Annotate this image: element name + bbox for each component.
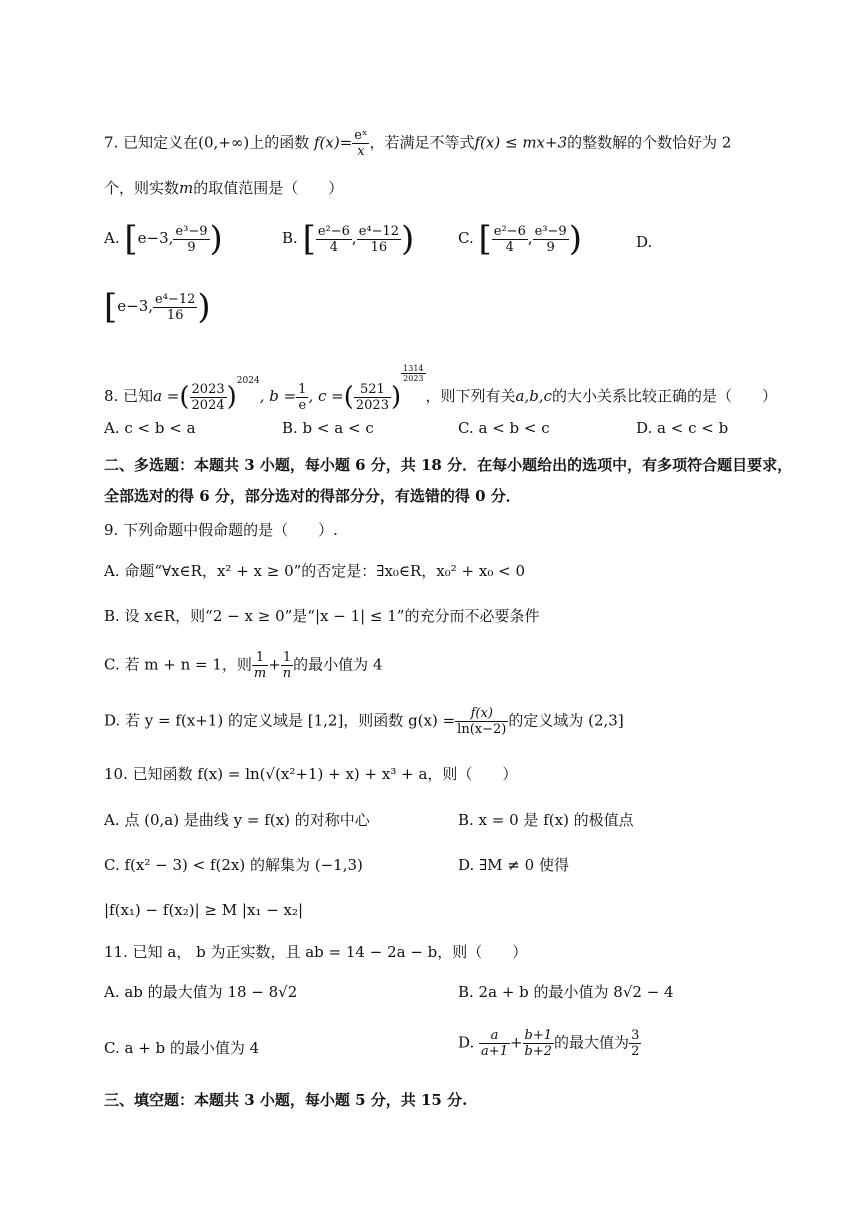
q9-option-d: D. 若 y = f(x+1) 的定义域是 [1,2]，则函数 g(x) = $\frac{f(x)}{\ln(x-2)}$ 的定义域为 (2,3] xyxy=(104,706,624,737)
q7-text: 7. 已知定义在 xyxy=(104,133,199,152)
q10-option-b: B. x = 0 是 f(x) 的极值点 xyxy=(458,811,634,829)
q9-option-b: B. 设 x∈R，则“2 − x ≥ 0”是“|x − 1| ≤ 1”的充分而不必要条件 xyxy=(104,607,540,625)
q10-option-c: C. f(x² − 3) < f(2x) 的解集为 (−1,3) xyxy=(104,856,363,874)
section-3-heading: 三、填空题：本题共 3 小题，每小题 5 分，共 15 分. xyxy=(104,1091,468,1109)
q8-option-a: A. c < b < a xyxy=(104,419,196,437)
q7-option-d: [e−3, $\frac{\text{e⁴−12}}{16}$ ) xyxy=(104,287,211,327)
q11-option-d: D. $\frac{a}{a+1}$ + $\frac{b+1}{b+2}$ 的最大值为 $\frac{3}{2}$ xyxy=(458,1028,640,1059)
q7-option-c: C. [ $\frac{\text{e²−6}}{4}$ , $\frac{\text{e³−9}}{9}$ ) xyxy=(458,219,582,259)
q7-text: ，若满足不等式 xyxy=(369,133,475,152)
q8-option-b: B. b < a < c xyxy=(282,419,374,437)
q7-option-b: B. [ $\frac{\text{e²−6}}{4}$ , $\frac{\text{e⁴−12}}{16}$ ) xyxy=(282,219,415,259)
q9-option-a: A. 命题“∀x∈R，x² + x ≥ 0”的否定是：∃x₀∈R，x₀² + x₀ < 0 xyxy=(104,562,526,580)
q7-stem-line2: 个，则实数m的取值范围是（ ） xyxy=(104,179,344,197)
q7-func-lhs: f(x)= xyxy=(313,133,353,152)
q10-stem: 10. 已知函数 f(x) = ln(√(x²+1) + x) + x³ + a，则（ ） xyxy=(104,765,518,783)
q8-option-d: D. a < c < b xyxy=(636,419,729,437)
q7-text: 上的函数 xyxy=(249,133,310,152)
q7-func-frac: $\frac{\text{eˣ}}{x}$ xyxy=(354,128,368,159)
q7-text: 的整数解的个数恰好为 2 xyxy=(567,133,732,152)
q11-option-a: A. ab 的最大值为 18 − 8√2 xyxy=(104,983,298,1001)
q7-ineq: f(x) ≤ mx+3 xyxy=(474,133,568,152)
q11-option-c: C. a + b 的最小值为 4 xyxy=(104,1039,260,1057)
q7-option-d-label: D. xyxy=(636,233,653,251)
q7-stem-line1 xyxy=(104,128,808,159)
q9-option-c: C. 若 m + n = 1，则 $\frac{1}{m}$ + $\frac{1}{n}$ 的最小值为 4 xyxy=(104,650,383,681)
q10-option-a: A. 点 (0,a) 是曲线 y = f(x) 的对称中心 xyxy=(104,811,370,829)
q9-stem: 9. 下列命题中假命题的是（ ）. xyxy=(104,521,338,539)
q7-domain: (0,+∞) xyxy=(198,133,250,152)
section-2-heading-line1: 二、多选题：本题共 3 小题，每小题 6 分，共 18 分．在每小题给出的选项中，有多项符合题目要求， xyxy=(104,456,793,474)
q10-option-d: D. ∃M ≠ 0 使得 xyxy=(458,856,569,874)
q8-stem: 8. 已知a =( $\frac{2023}{2024}$ )$^{2024}$, b = $\frac{1}{e}$ , c =( $\frac{521}{2023}$ ) $\frac{1314}{2023}$ ，则下列有关a,b,c的大小关系比较正确的是（ ） xyxy=(104,364,778,413)
q7-option-a: A. [e−3, $\frac{\text{e³−9}}{9}$ ) xyxy=(104,219,223,259)
q11-stem: 11. 已知 a， b 为正实数，且 ab = 14 − 2a − b，则（ ） xyxy=(104,943,528,961)
q11-option-b: B. 2a + b 的最小值为 8√2 − 4 xyxy=(458,983,674,1001)
section-2-heading-line2: 全部选对的得 6 分，部分选对的得部分分，有选错的得 0 分． xyxy=(104,487,521,505)
q10-option-d-continued: |f(x₁) − f(x₂)| ≥ M |x₁ − x₂| xyxy=(104,901,304,919)
q8-option-c: C. a < b < c xyxy=(458,419,550,437)
